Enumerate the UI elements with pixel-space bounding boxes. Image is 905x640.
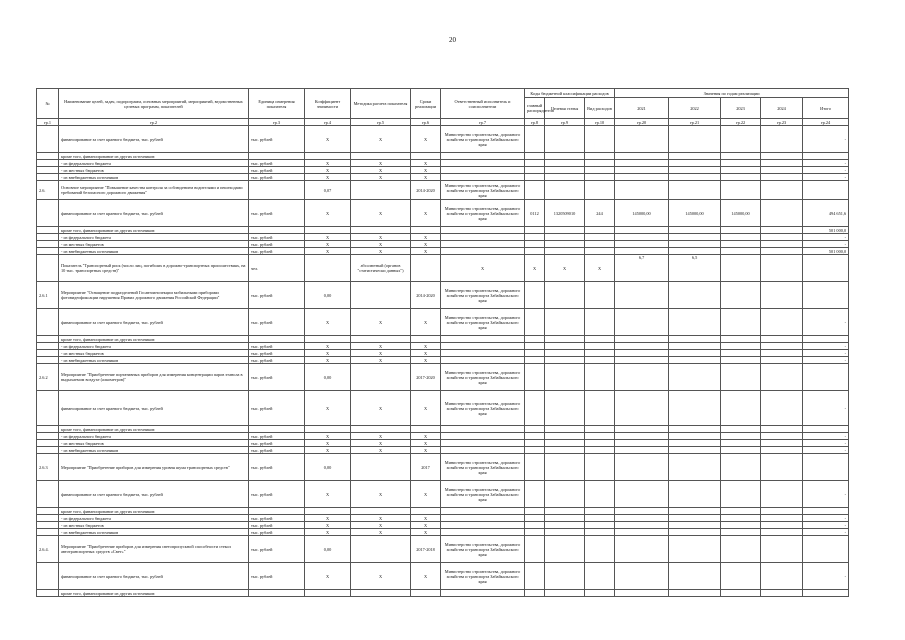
header-2022: 2022 [669,98,721,119]
row-name: Основное мероприятие "Повышение качества контроля за соблюдением водителями и пешеходами требований безопасного дорожного движения" [59,181,249,200]
index-cell: гр.7 [441,119,525,126]
index-cell: гр.9 [545,119,585,126]
row-number: 2.6. [37,181,59,200]
index-cell: гр.22 [721,119,761,126]
table-row: кроме того, финансирование из других источников: [37,153,849,160]
table-row: - из федерального бюджета тыс. рублей Х Х Х - [37,160,849,167]
index-cell: гр.8 [525,119,545,126]
table-row: - из местных бюджетов тыс. рублей Х Х Х - [37,522,849,529]
header-main-manager: главный распорядитель [525,98,545,119]
header-kbk-group: Коды бюджетной классификации расходов [525,89,615,98]
index-cell: гр.20 [615,119,669,126]
table-row: - из федерального бюджета тыс. рублей Х Х Х - [37,515,849,522]
header-name: Наименование целей, задач, подпрограмм, основных мероприятий, мероприятий, ведомственных целевых программ, показателей [59,89,249,119]
header-row-1 [37,89,849,98]
table-row: 2.6.2 Мероприятие "Приобретение портативных приборов для измерения концентрации паров этанола в выдыхаемом воздухе (алкометров)" тыс. рублей 0,00 2017-2020 Министерство строительства, дорожного хозяйства и транспорта Забайкальского края [37,364,849,391]
program-table [36,88,849,597]
table-row: - из местных бюджетов тыс. рублей Х Х Х - [37,241,849,248]
header-expense-type: Вид расходов [585,98,615,119]
table-row: - из местных бюджетов тыс. рублей Х Х Х - [37,440,849,447]
table-row: финансирование за счет краевого бюджета, тыс. рублей тыс. рублей Х Х Х Министерство строительства, дорожного хозяйства и транспорта Забайкальского края - [37,481,849,508]
table-row: - из внебюджетных источников тыс. рублей Х Х Х - [37,357,849,364]
index-cell: гр.24 [803,119,849,126]
table-row: - из местных бюджетов тыс. рублей Х Х Х - [37,350,849,357]
index-cell: гр.6 [411,119,441,126]
table-row: финансирование за счет краевого бюджета, тыс. рублей тыс. рублей Х Х Х Министерство строительства, дорожного хозяйства и транспорта Забайкальского края - [37,309,849,336]
header-method: Методика расчета показателя [351,89,411,119]
index-cell: гр.2 [59,119,249,126]
table-row: кроме того, финансирование из других источников: [37,426,849,433]
table-row: финансирование за счет краевого бюджета, тыс. рублей тыс. рублей Х Х Х Министерство строительства, дорожного хозяйства и транспорта Забайкальского края - [37,563,849,590]
index-cell: гр.10 [585,119,615,126]
header-unit: Единица измерения показателя [249,89,305,119]
table-row: кроме того, финансирование из других источников: [37,590,849,597]
table-row: кроме того, финансирование из других источников: 501 000,0 [37,227,849,234]
column-index-row [37,119,849,126]
table-row: - из внебюджетных источников тыс. рублей Х Х Х - [37,174,849,181]
header-2021: 2021 [615,98,669,119]
index-cell: гр.5 [351,119,411,126]
indicator-name: Показатель "Транспортный риск (число лиц, погибших в дорожно-транспортных происшествиях, на 10 тыс. транспортных средств)" [59,255,249,282]
header-values-group: Значения по годам реализации [615,89,849,98]
header-target-article: Целевая статья [545,98,585,119]
header-num: № [37,89,59,119]
header-2024: 2024 [761,98,803,119]
header-total: Итого [803,98,849,119]
table-row: финансирование за счет краевого бюджета, тыс. рублей тыс. рублей Х Х Х Министерство строительства, дорожного хозяйства и транспорта Забайкальского края - [37,126,849,153]
header-executor: Ответственный исполнитель и соисполнители [441,89,525,119]
header-2023: 2023 [721,98,761,119]
row-name: финансирование за счет краевого бюджета, тыс. рублей [59,126,249,153]
index-cell: гр.1 [37,119,59,126]
table-row: - из федерального бюджета тыс. рублей Х Х Х - [37,343,849,350]
index-cell: гр.4 [305,119,351,126]
table-row: - из внебюджетных источников тыс. рублей Х Х Х 501 000,0 [37,248,849,255]
page-number: 20 [449,36,456,44]
table-row: 2.6.3 Мероприятие "Приобретение приборов для измерения уровня шума транспортных средств" тыс. рублей 0,00 2017 Министерство строительства, дорожного хозяйства и транспорта Забайкальского края [37,454,849,481]
table-row: - из внебюджетных источников тыс. рублей Х Х Х - [37,447,849,454]
table-row: 2.6. Основное мероприятие "Повышение качества контроля за соблюдением водителями и пешеходами требований безопасного дорожного движения" 0,07 2014-2020 Министерство строительства, дорожного хозяйства и транспорта Забайкальского края [37,181,849,200]
table-row: финансирование за счет краевого бюджета, тыс. рублей тыс. рублей Х Х Х Министерство строительства, дорожного хозяйства и транспорта Забайкальского края 0112 1320509010 244 145000,00 145000,00 145000,00 494 651,6 [37,200,849,227]
table-row: 2.6.4. Мероприятие "Приобретение приборов для измерения светопропускной способности стекол автотранспортных средств «Свет»" тыс. рублей 0,00 2017-2018 Министерство строительства, дорожного хозяйства и транспорта Забайкальского края [37,536,849,563]
table-row: кроме того, финансирование из других источников: [37,508,849,515]
index-cell: гр.21 [669,119,721,126]
table-row: Показатель "Транспортный риск (число лиц, погибших в дорожно-транспортных происшествиях, на 10 тыс. транспортных средств)" чел. абсолютный (органов "статистически данных") Х Х Х Х 6,7 6,5 [37,255,849,282]
index-cell: гр.3 [249,119,305,126]
table-row: - из федерального бюджета тыс. рублей Х Х Х - [37,433,849,440]
index-cell: гр.23 [761,119,803,126]
table-row: кроме того, финансирование из других источников: [37,336,849,343]
row-unit: тыс. рублей [249,126,305,153]
table-row: финансирование за счет краевого бюджета, тыс. рублей тыс. рублей Х Х Х Министерство строительства, дорожного хозяйства и транспорта Забайкальского края - [37,391,849,426]
header-coef: Коэффициент значимости [305,89,351,119]
row-executor: Министерство строительства, дорожного хозяйства и транспорта Забайкальского края [441,126,525,153]
table-row: - из местных бюджетов тыс. рублей Х Х Х - [37,167,849,174]
table-row: 2.6.1 Мероприятие "Оснащение подразделений Госавтоинспекции мобильными приборами фотовидеофиксации нарушения Правил дорожного движения Российской Федерации" тыс. рублей 0,00 2014-2020 Министерство строительства, дорожного хозяйства и транспорта Забайкальского края [37,282,849,309]
table-row: - из федерального бюджета тыс. рублей Х Х Х - [37,234,849,241]
header-term: Сроки реализации [411,89,441,119]
table-row: - из внебюджетных источников тыс. рублей Х Х Х - [37,529,849,536]
